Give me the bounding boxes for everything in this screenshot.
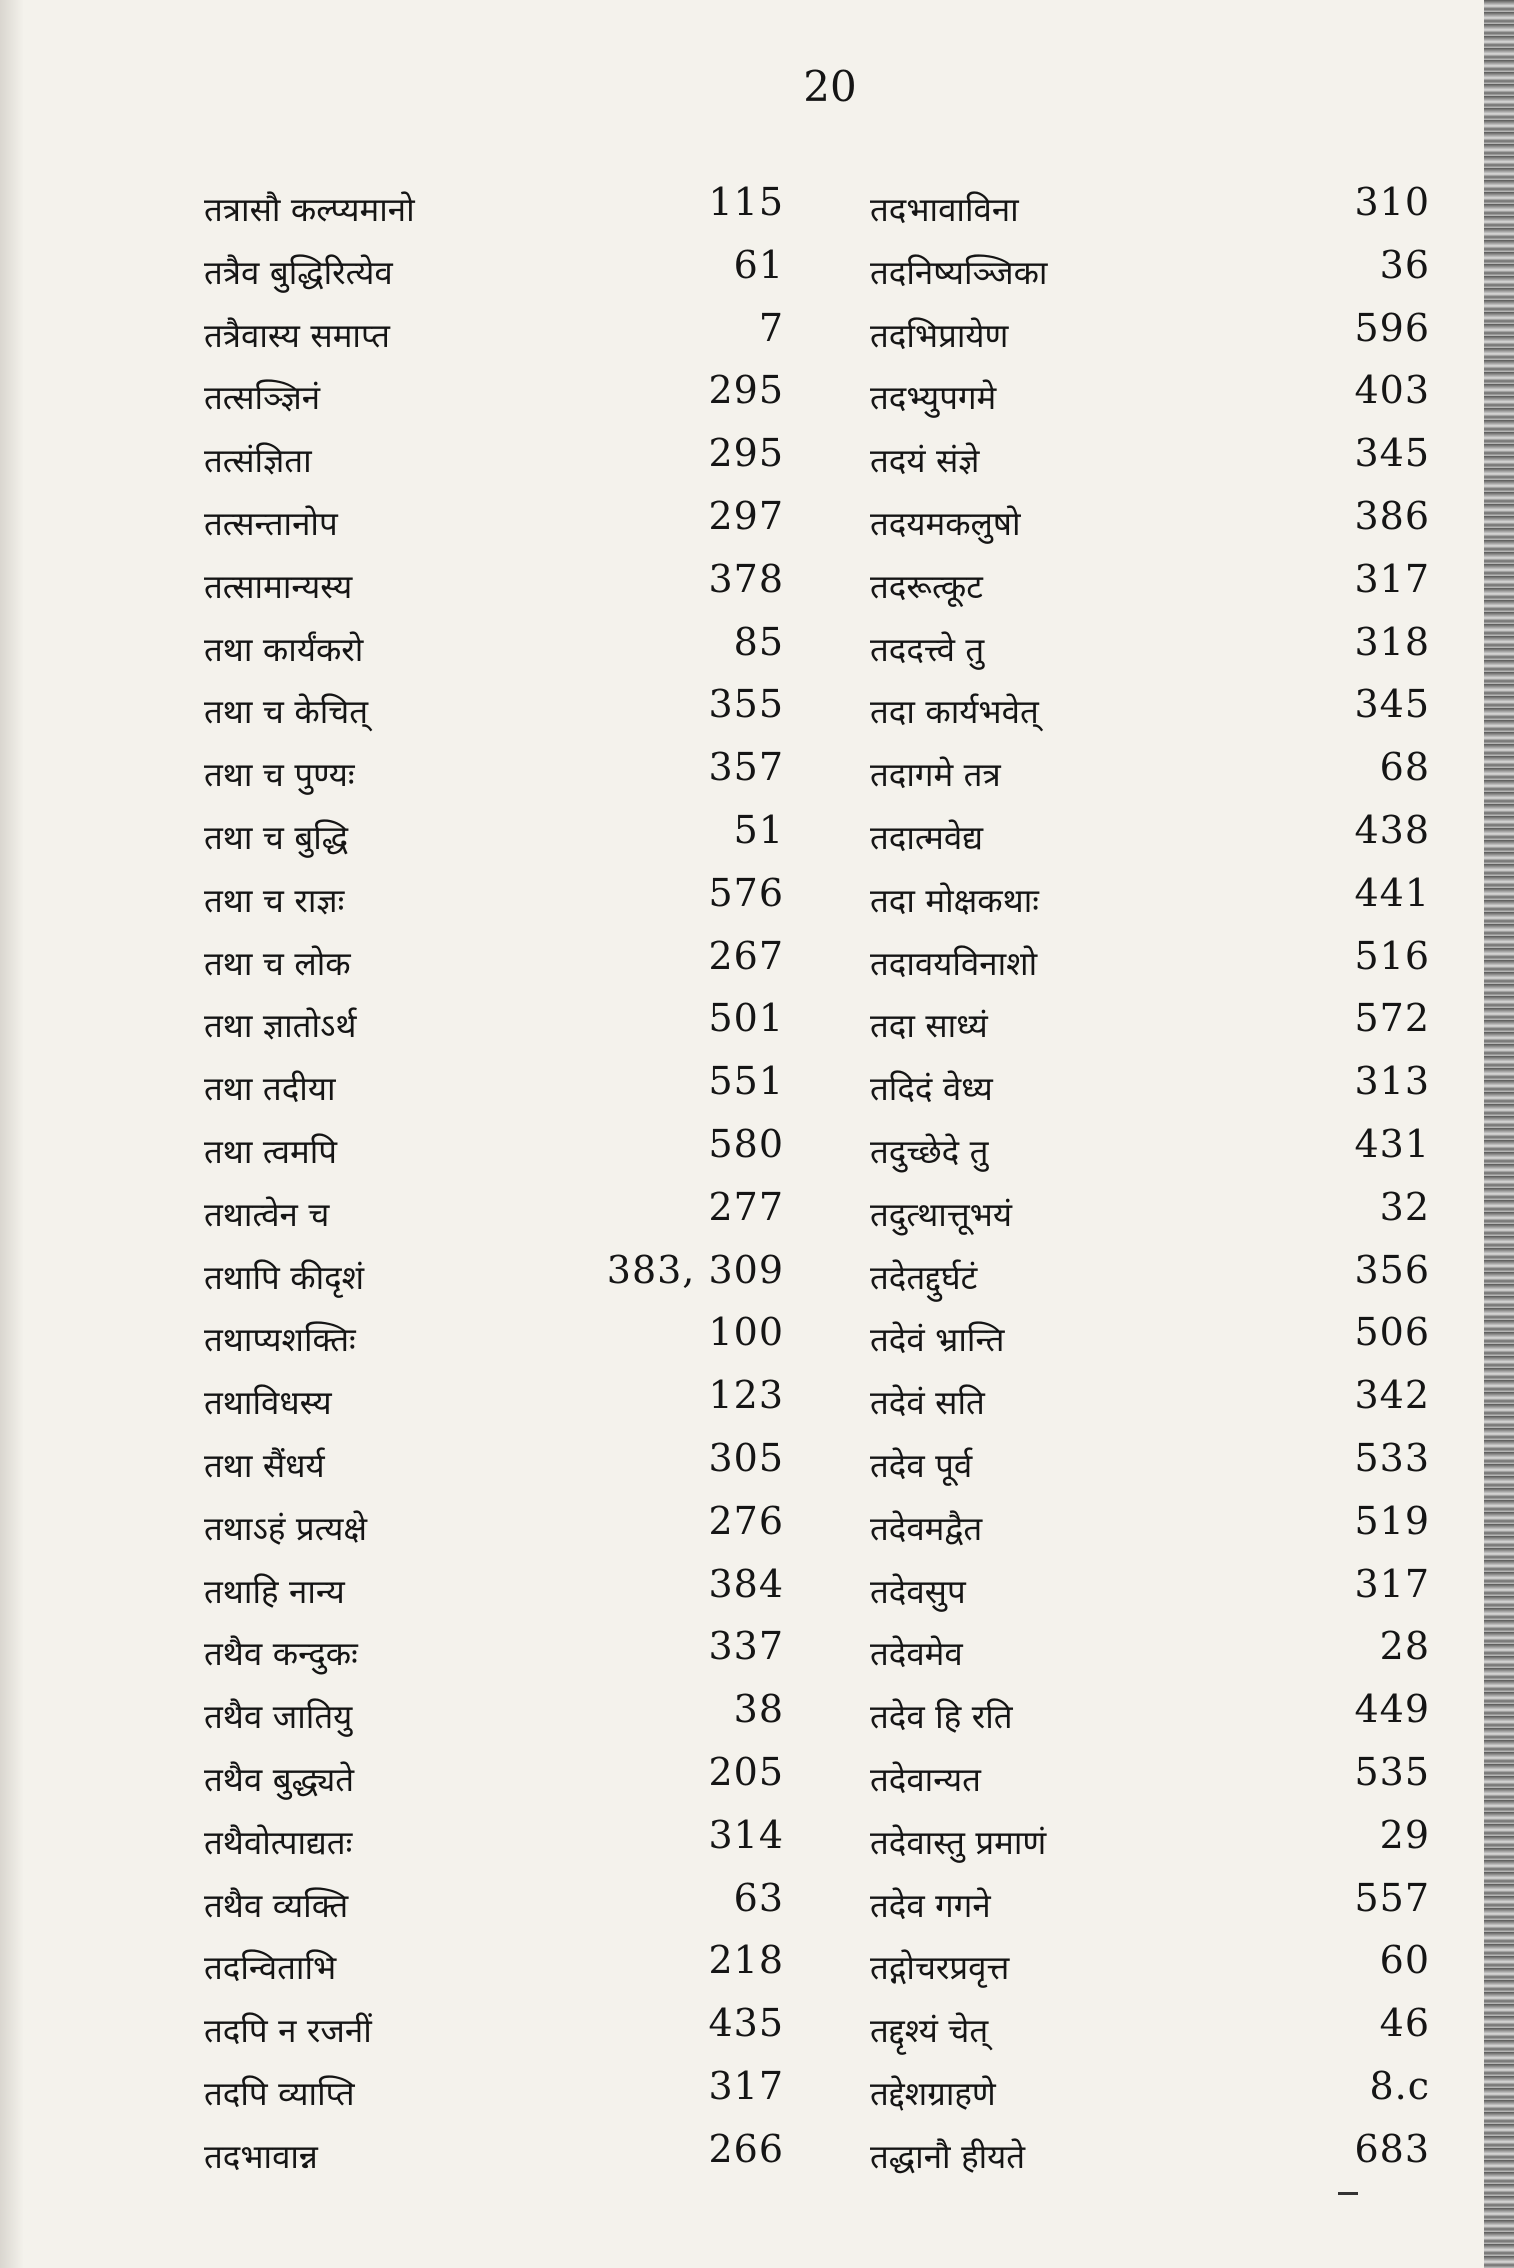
- index-page-ref: 576: [708, 870, 784, 915]
- index-term: तदनिष्यञ्जिका: [870, 252, 1048, 292]
- index-entry: [204, 555, 784, 618]
- index-term: तथैव व्यक्ति: [204, 1885, 349, 1925]
- index-page-ref: 63: [733, 1875, 784, 1920]
- index-entry: [870, 932, 1430, 995]
- index-entry: [204, 1999, 784, 2062]
- index-page-ref: 313: [1354, 1059, 1430, 1104]
- index-page-ref: 305: [708, 1435, 784, 1480]
- index-entry: [870, 2125, 1430, 2188]
- index-page-ref: 218: [708, 1938, 784, 1983]
- index-entry: [204, 1748, 784, 1811]
- index-entry: [870, 806, 1430, 869]
- index-term: तदा मोक्षकथाः: [870, 880, 1039, 920]
- index-term: तदभ्युपगमे: [870, 378, 997, 418]
- index-page-ref: 36: [1379, 242, 1430, 287]
- right-index-column: [870, 178, 1430, 2188]
- index-term: तदपि व्याप्ति: [204, 2073, 355, 2113]
- index-term: तत्रासौ कल्प्यमानो: [204, 190, 415, 229]
- index-term: तदागमे तत्र: [870, 755, 1001, 795]
- index-page-ref: 501: [708, 996, 784, 1041]
- index-page-ref: 318: [1354, 619, 1430, 664]
- index-page-ref: 277: [708, 1184, 784, 1229]
- index-entry: [204, 492, 784, 555]
- index-entry: [204, 743, 784, 806]
- index-entry: [204, 994, 784, 1057]
- index-page-ref: 276: [708, 1498, 784, 1543]
- index-term: तथापि कीदृशं: [204, 1257, 365, 1297]
- index-entry: [204, 1246, 784, 1309]
- index-entry: [870, 680, 1430, 743]
- index-term: तदन्विताभि: [204, 1948, 337, 1988]
- index-term: तदात्मवेद्य: [870, 817, 984, 857]
- index-page-ref: 384: [708, 1561, 784, 1606]
- index-entry: [870, 1371, 1430, 1434]
- index-term: तदेवं सति: [870, 1383, 985, 1423]
- index-term: तथा तदीया: [204, 1069, 336, 1109]
- index-page-ref: 100: [708, 1310, 784, 1355]
- index-page-ref: 356: [1354, 1247, 1430, 1292]
- index-term: तदा कार्यभवेत्: [870, 692, 1039, 732]
- index-term: तदभावान्न: [204, 2136, 318, 2176]
- index-term: तदिदं वेध्य: [870, 1069, 993, 1109]
- index-page-ref: 435: [708, 2001, 784, 2046]
- index-term: तददत्त्वे तु: [870, 629, 985, 669]
- index-entry: [870, 1308, 1430, 1371]
- index-term: तथैव जातियु: [204, 1697, 353, 1737]
- index-page-ref: 386: [1354, 493, 1430, 538]
- index-entry: [870, 1874, 1430, 1937]
- index-entry: [870, 994, 1430, 1057]
- index-entry: [870, 1434, 1430, 1497]
- index-term: तदभावाविना: [870, 190, 1019, 229]
- index-term: तद्धानौ हीयते: [870, 2136, 1026, 2176]
- index-term: तदावयविनाशो: [870, 943, 1038, 983]
- index-term: तत्रैव बुद्धिरित्येव: [204, 252, 393, 292]
- index-page-ref: 431: [1354, 1121, 1430, 1166]
- index-page-ref: 314: [708, 1812, 784, 1857]
- index-page-ref: 342: [1354, 1373, 1430, 1418]
- index-term: तथा च पुण्यः: [204, 755, 355, 795]
- index-term: तदेव पूर्व: [870, 1445, 973, 1485]
- index-entry: [870, 1120, 1430, 1183]
- index-entry: [204, 680, 784, 743]
- index-term: तथा कार्यंकरो: [204, 629, 364, 669]
- index-entry: [870, 1936, 1430, 1999]
- index-entry: [870, 1560, 1430, 1623]
- index-entry: [870, 743, 1430, 806]
- index-page-ref: 516: [1354, 933, 1430, 978]
- index-term: तद्देशग्राहणे: [870, 2073, 996, 2113]
- index-term: तदेवमेव: [870, 1634, 963, 1674]
- index-term: तदेवान्यत: [870, 1759, 981, 1799]
- index-page-ref: 596: [1354, 305, 1430, 350]
- index-page-ref: 68: [1379, 745, 1430, 790]
- index-page-ref: 357: [708, 745, 784, 790]
- index-term: तथा च बुद्धि: [204, 817, 349, 857]
- index-entry: [870, 304, 1430, 367]
- index-term: तथा ज्ञातोऽर्थ: [204, 1006, 357, 1046]
- index-term: तदा साध्यं: [870, 1006, 988, 1046]
- index-term: तद्गोचरप्रवृत्त: [870, 1948, 1010, 1988]
- index-page-ref: 38: [733, 1687, 784, 1732]
- index-page-ref: 295: [708, 431, 784, 476]
- index-entry: [870, 1622, 1430, 1685]
- index-page-ref: 8.c: [1369, 2063, 1430, 2108]
- index-entry: [204, 1308, 784, 1371]
- index-term: तदुत्थात्तूभयं: [870, 1194, 1012, 1234]
- index-page-ref: 317: [1354, 1561, 1430, 1606]
- index-term: तदेव हि रति: [870, 1697, 1013, 1737]
- index-entry: [870, 1685, 1430, 1748]
- index-page-ref: 572: [1354, 996, 1430, 1041]
- index-page-ref: 60: [1379, 1938, 1430, 1983]
- index-entry: [204, 1560, 784, 1623]
- index-page-ref: 506: [1354, 1310, 1430, 1355]
- index-entry: [204, 1622, 784, 1685]
- index-entry: [204, 2125, 784, 2188]
- index-entry: [204, 1120, 784, 1183]
- index-term: तत्सन्तानोप: [204, 503, 338, 543]
- page-edge: [1484, 0, 1514, 2268]
- index-term: तदेवं भ्रान्ति: [870, 1320, 1005, 1360]
- index-term: तथाप्यशक्तिः: [204, 1320, 356, 1360]
- index-entry: [204, 1936, 784, 1999]
- index-term: तदुच्छेदे तु: [870, 1131, 989, 1171]
- index-entry: [204, 241, 784, 304]
- index-term: तथात्वेन च: [204, 1194, 330, 1234]
- index-term: तथैव कन्दुकः: [204, 1634, 358, 1674]
- index-term: तदयं संज्ञे: [870, 441, 980, 481]
- index-entry: [204, 806, 784, 869]
- index-entry: [870, 1811, 1430, 1874]
- index-page-ref: 123: [708, 1373, 784, 1418]
- index-page-ref: 266: [708, 2126, 784, 2171]
- index-page-ref: 438: [1354, 807, 1430, 852]
- left-index-column: [204, 178, 784, 2188]
- index-entry: [204, 1811, 784, 1874]
- index-term: तथैव बुद्ध्यते: [204, 1759, 355, 1799]
- index-entry: [870, 1999, 1430, 2062]
- index-page-ref: 297: [708, 493, 784, 538]
- index-page-ref: 205: [708, 1749, 784, 1794]
- index-term: तथा च लोक: [204, 943, 351, 983]
- index-page-ref: 403: [1354, 368, 1430, 413]
- index-page-ref: 61: [733, 242, 784, 287]
- index-term: तथा च राज्ञः: [204, 880, 345, 920]
- index-entry: [204, 366, 784, 429]
- index-page-ref: 310: [1354, 180, 1430, 224]
- index-term: तदेवमद्वैत: [870, 1508, 983, 1548]
- index-entry: [204, 1183, 784, 1246]
- index-page-ref: 551: [708, 1059, 784, 1104]
- index-page-ref: 85: [733, 619, 784, 664]
- page-number: 20: [803, 62, 857, 111]
- index-page-ref: 28: [1379, 1624, 1430, 1669]
- index-page-ref: 383, 309: [606, 1247, 784, 1292]
- index-entry: [204, 1685, 784, 1748]
- index-entry: [204, 1497, 784, 1560]
- index-page-ref: 345: [1354, 431, 1430, 476]
- index-page-ref: 441: [1354, 870, 1430, 915]
- index-entry: [870, 1183, 1430, 1246]
- index-term: तथाऽहं प्रत्यक्षे: [204, 1508, 368, 1548]
- index-entry: [204, 2062, 784, 2125]
- index-entry: [870, 1497, 1430, 1560]
- index-page-ref: 115: [708, 180, 784, 224]
- index-entry: [204, 1057, 784, 1120]
- index-entry: [204, 932, 784, 995]
- index-page-ref: 267: [708, 933, 784, 978]
- index-term: तत्रैवास्य समाप्त: [204, 315, 390, 355]
- index-entry: [870, 178, 1430, 241]
- page-gutter-shadow: [0, 0, 24, 2268]
- index-term: तत्संज्ञिता: [204, 441, 312, 481]
- index-entry: [204, 869, 784, 932]
- index-term: तदेव गगने: [870, 1885, 991, 1925]
- bottom-dash-mark: [1338, 2192, 1358, 2195]
- index-term: तथाहि नान्य: [204, 1571, 345, 1611]
- index-page-ref: 519: [1354, 1498, 1430, 1543]
- index-page-ref: 378: [708, 556, 784, 601]
- index-term: तत्सञ्ज्ञिनं: [204, 378, 321, 418]
- index-page-ref: 51: [733, 807, 784, 852]
- index-page-ref: 345: [1354, 682, 1430, 727]
- index-term: तथा च केचित्: [204, 692, 369, 732]
- index-term: तदपि न रजनीं: [204, 2011, 372, 2051]
- index-page-ref: 449: [1354, 1687, 1430, 1732]
- index-page-ref: 533: [1354, 1435, 1430, 1480]
- index-page-ref: 7: [758, 305, 784, 350]
- index-entry: [870, 366, 1430, 429]
- index-term: तथाविधस्य: [204, 1383, 332, 1423]
- index-entry: [870, 241, 1430, 304]
- index-term: तथा त्वमपि: [204, 1131, 338, 1171]
- index-term: तत्सामान्यस्य: [204, 566, 353, 606]
- index-entry: [870, 1748, 1430, 1811]
- index-page-ref: 32: [1379, 1184, 1430, 1229]
- index-page-ref: 683: [1354, 2126, 1430, 2171]
- index-entry: [204, 1874, 784, 1937]
- index-page-ref: 317: [1354, 556, 1430, 601]
- index-entry: [204, 429, 784, 492]
- index-term: तदयमकलुषो: [870, 503, 1021, 543]
- index-term: तदेवसुप: [870, 1571, 966, 1611]
- index-page-ref: 355: [708, 682, 784, 727]
- index-entry: [870, 429, 1430, 492]
- index-entry: [870, 1246, 1430, 1309]
- index-entry: [870, 618, 1430, 681]
- index-page-ref: 337: [708, 1624, 784, 1669]
- index-page-ref: 317: [708, 2063, 784, 2108]
- index-entry: [204, 304, 784, 367]
- index-entry: [204, 1371, 784, 1434]
- index-term: तथैवोत्पाद्यतः: [204, 1822, 353, 1862]
- index-term: तदभिप्रायेण: [870, 315, 1009, 355]
- index-term: तथा सैंधर्य: [204, 1445, 325, 1485]
- index-entry: [870, 1057, 1430, 1120]
- index-term: तदेतद्दुर्घटं: [870, 1257, 978, 1297]
- index-term: तदेवास्तु प्रमाणं: [870, 1822, 1047, 1862]
- index-page-ref: 29: [1379, 1812, 1430, 1857]
- index-entry: [204, 178, 784, 241]
- index-entry: [204, 1434, 784, 1497]
- index-entry: [204, 618, 784, 681]
- index-entry: [870, 492, 1430, 555]
- index-page-ref: 535: [1354, 1749, 1430, 1794]
- index-page-ref: 557: [1354, 1875, 1430, 1920]
- index-page-ref: 295: [708, 368, 784, 413]
- index-entry: [870, 555, 1430, 618]
- index-term: तदरूत्कूट: [870, 566, 983, 606]
- index-page-ref: 46: [1379, 2001, 1430, 2046]
- index-term: तद्दृश्यं चेत्: [870, 2011, 989, 2051]
- index-entry: [870, 869, 1430, 932]
- index-page-ref: 580: [708, 1121, 784, 1166]
- index-entry: [870, 2062, 1430, 2125]
